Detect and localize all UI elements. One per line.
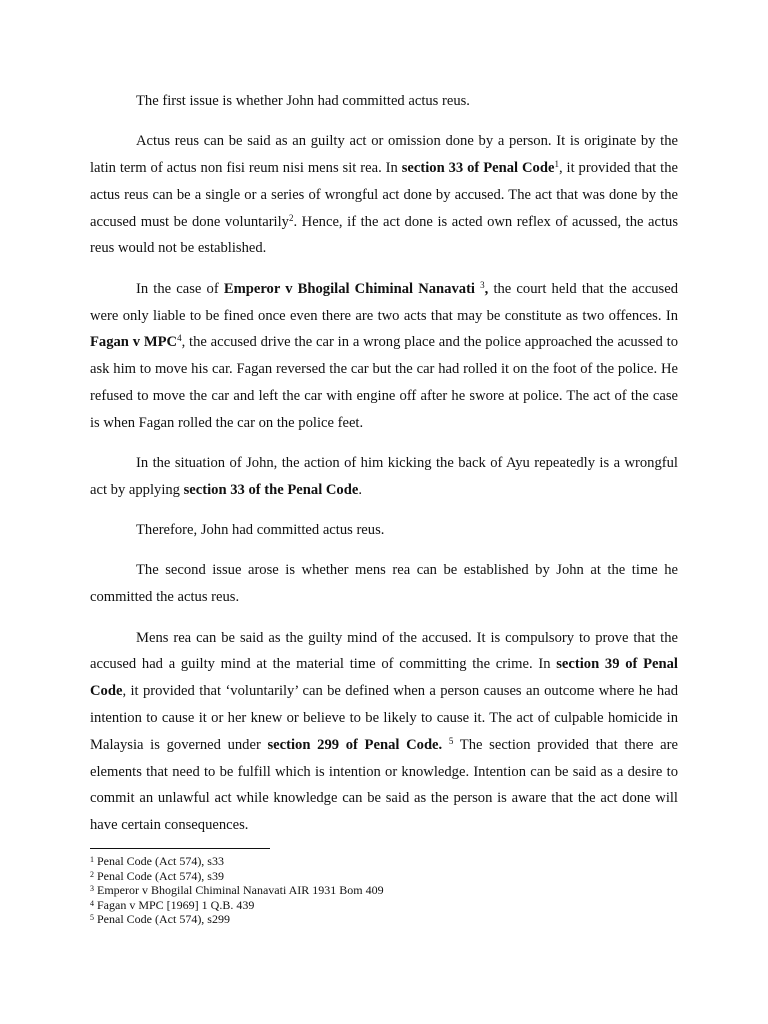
paragraph-text: the court held that the accused were only liable to be fined once even there are two acts that may be constitute as two offences. In [90, 280, 678, 324]
footnote-text: Emperor v Bhogilal Chiminal Nanavati AIR 1931 Bom 409 [94, 883, 384, 898]
paragraph-mens-rea-definition [90, 625, 678, 839]
paragraph-text: , the accused drive the car in a wrong place and the police approached the acussed to ask him to move his car. Fagan reversed the car but the car had rolled it on the foot of the police. He refused to move the car and left the car with engine off after he swore at police. The act of the case is when Fagan rolled the car on the police feet. [90, 334, 678, 431]
footnote-marker: 2 [288, 212, 294, 223]
paragraph-text: Therefore, John had committed actus reus. [136, 522, 385, 539]
document-body [90, 88, 678, 852]
paragraph-text: Actus reus can be said as an guilty act or omission done by a person. It is originate by the latin term of actus non fisi reum nisi mens sit rea. In [90, 133, 678, 177]
footnote-text: Penal Code (Act 574), s39 [94, 868, 224, 883]
case-name: Emperor v Bhogilal Chiminal Nanavati [223, 280, 475, 297]
footnote-number: 1 [90, 855, 94, 864]
paragraph-text: , [484, 280, 489, 297]
paragraph-actus-reus-definition [90, 128, 678, 262]
footnote-number: 5 [90, 913, 94, 923]
footnote-item [90, 898, 678, 913]
footnote-number: 2 [90, 869, 94, 879]
footnote-text: Penal Code (Act 574), s299 [94, 912, 230, 927]
paragraph-john-situation [90, 450, 678, 504]
paragraph-text: Mens rea can be said as the guilty mind of the accused. It is compulsory to prove that the accused had a guilty mind at the material time of committing the crime. In [90, 629, 678, 673]
paragraph-text: In the situation of John, the action of him kicking the back of Ayu repeatedly is a wrongful act by applying [90, 455, 678, 498]
paragraph-text: In the case of [136, 280, 224, 297]
statute-reference: section 299 of Penal Code. [267, 736, 443, 753]
footnote-marker: 4 [177, 333, 182, 344]
case-name: Fagan v MPC [90, 334, 178, 351]
statute-reference: section 33 of Penal Code [401, 160, 555, 177]
footnote-text: Penal Code (Act 574), s33 [94, 854, 224, 868]
paragraph-second-issue [90, 557, 678, 611]
paragraph-text: The second issue arose is whether mens rea can be established by John at the time he committed the actus reus. [90, 562, 678, 606]
footnote-item [90, 883, 678, 898]
footnote-marker: 1 [554, 159, 559, 170]
footnote-item [90, 912, 678, 927]
footnote-item [90, 869, 678, 884]
footnote-number: 3 [90, 884, 94, 894]
paragraph-text: , it provided that ‘voluntarily’ can be defined when a person causes an outcome where he had intention to cause it or her knew or believe to be likely to cause it. The act of culpable homicide in Malaysia is governed under [90, 683, 678, 753]
paragraph-text [442, 737, 449, 753]
footnote-number: 4 [90, 898, 94, 908]
paragraph-text: The section provided that there are elements that need to be fulfill which is intention or knowledge. Intention can be said as a desire to commit an unlawful act while knowledge can be said as the person is aware that the act done will have certain consequences. [90, 736, 678, 834]
paragraph-text: . [358, 481, 362, 498]
footnote-marker: 3 [480, 279, 485, 290]
statute-reference: section 33 of the Penal Code [183, 481, 359, 498]
paragraph-text: . Hence, if the act done is acted own reflex of acussed, the actus reus would not be established. [90, 213, 679, 257]
footnote-text: Fagan v MPC [1969] 1 Q.B. 439 [94, 897, 255, 912]
paragraph-first-issue [90, 88, 678, 115]
footnotes [90, 854, 678, 927]
paragraph-case-law [90, 276, 678, 437]
footnote-marker: 5 [448, 735, 454, 746]
paragraph-text: , it provided that the actus reus can be a single or a series of wrongful act done by accused. The act that was done by the accused must be done voluntarily [90, 160, 678, 230]
footnote-item [90, 854, 678, 869]
paragraph-text: The first issue is whether John had committed actus reus. [136, 93, 470, 109]
statute-reference: section 39 of Penal Code [90, 656, 678, 700]
paragraph-actus-reus-conclusion [90, 517, 678, 544]
footnote-separator [90, 848, 270, 849]
